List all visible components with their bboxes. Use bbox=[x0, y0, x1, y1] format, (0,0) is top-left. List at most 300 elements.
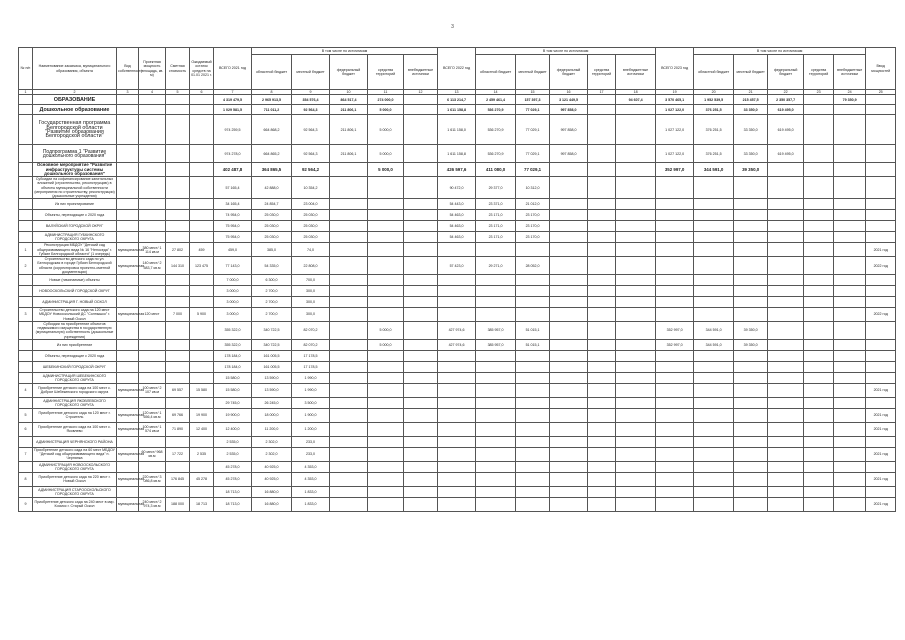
amount-c10 bbox=[330, 461, 368, 472]
amount-c17 bbox=[588, 210, 616, 221]
capacity bbox=[139, 145, 166, 163]
amount-c18 bbox=[616, 461, 656, 472]
capacity bbox=[139, 436, 166, 447]
amount-c18 bbox=[616, 199, 656, 210]
amount-c19 bbox=[656, 447, 694, 461]
amount-c24 bbox=[834, 361, 866, 372]
amount-c24 bbox=[834, 257, 866, 275]
amount-c20 bbox=[694, 361, 734, 372]
capacity bbox=[139, 221, 166, 232]
estimated-cost bbox=[166, 275, 190, 286]
amount-c17 bbox=[588, 105, 616, 115]
amount-c8: 161 005,5 bbox=[252, 361, 292, 372]
amount-c9: 700,0 bbox=[292, 275, 330, 286]
estimated-cost: 17 722 bbox=[166, 447, 190, 461]
estimated-cost: 188 000 bbox=[166, 497, 190, 511]
row-number: 4 bbox=[19, 383, 33, 397]
amount-c7: 34 165,4 bbox=[214, 199, 252, 210]
amount-c22 bbox=[768, 447, 804, 461]
amount-c9: 4 353,0 bbox=[292, 472, 330, 486]
row-number bbox=[19, 350, 33, 361]
amount-c13: 426 597,6 bbox=[438, 163, 476, 177]
amount-c24 bbox=[834, 199, 866, 210]
table-row bbox=[19, 472, 896, 486]
remaining-funds: 459 bbox=[190, 243, 214, 257]
amount-c21 bbox=[734, 372, 768, 383]
header-local-2021: местный бюджет bbox=[292, 55, 330, 90]
amount-c23 bbox=[804, 177, 834, 199]
column-number: 7 bbox=[214, 90, 252, 95]
capacity bbox=[139, 486, 166, 497]
amount-c19 bbox=[656, 199, 694, 210]
amount-c8: 340 722,5 bbox=[252, 339, 292, 350]
estimated-cost bbox=[166, 397, 190, 408]
table-row bbox=[19, 339, 896, 350]
amount-c22 bbox=[768, 275, 804, 286]
header-no: № п/п bbox=[19, 48, 33, 90]
amount-c14: 536 270,9 bbox=[476, 105, 516, 115]
amount-c24 bbox=[834, 308, 866, 322]
remaining-funds bbox=[190, 210, 214, 221]
amount-c16 bbox=[550, 177, 588, 199]
object-name: Приобретение детского сада на 240 мест в мкр. Космос г. Старый Оскол bbox=[33, 497, 117, 511]
commissioning-year bbox=[866, 115, 896, 145]
estimated-cost bbox=[166, 286, 190, 297]
object-name: АДМИНИСТРАЦИЯ ЯКОВЛЕВСКОГО ГОРОДСКОГО ОКРУГА bbox=[33, 397, 117, 408]
amount-c10 bbox=[330, 243, 368, 257]
amount-c10 bbox=[330, 221, 368, 232]
amount-c13: 6 113 214,7 bbox=[438, 95, 476, 105]
table-row bbox=[19, 95, 896, 105]
amount-c17 bbox=[588, 397, 616, 408]
amount-c21: 39 350,0 bbox=[734, 339, 768, 350]
estimated-cost bbox=[166, 372, 190, 383]
amount-c22 bbox=[768, 436, 804, 447]
capacity bbox=[139, 461, 166, 472]
amount-c8: 18 000,0 bbox=[252, 408, 292, 422]
amount-c8: 25 030,0 bbox=[252, 210, 292, 221]
column-number: 4 bbox=[139, 90, 166, 95]
amount-c17 bbox=[588, 422, 616, 436]
amount-c23 bbox=[804, 436, 834, 447]
amount-c23 bbox=[804, 243, 834, 257]
amount-c14: 23 171,0 bbox=[476, 232, 516, 243]
amount-c15: 28 052,0 bbox=[516, 257, 550, 275]
amount-c20 bbox=[694, 243, 734, 257]
ownership-type bbox=[117, 397, 139, 408]
estimated-cost: 176 845 bbox=[166, 472, 190, 486]
amount-c7: 57 165,4 bbox=[214, 177, 252, 199]
row-number bbox=[19, 275, 33, 286]
amount-c13 bbox=[438, 350, 476, 361]
estimated-cost bbox=[166, 232, 190, 243]
header-federal-2023: федеральный бюджет bbox=[768, 55, 804, 90]
amount-c11 bbox=[368, 447, 404, 461]
amount-c16 bbox=[550, 297, 588, 308]
estimated-cost bbox=[166, 436, 190, 447]
amount-c19 bbox=[656, 275, 694, 286]
amount-c12 bbox=[404, 383, 438, 397]
amount-c7: 77 143,0 bbox=[214, 257, 252, 275]
remaining-funds bbox=[190, 221, 214, 232]
commissioning-year bbox=[866, 322, 896, 340]
object-name: НОВООСКОЛЬСКИЙ ГОРОДСКОЙ ОКРУГ bbox=[33, 286, 117, 297]
amount-c9: 25 030,0 bbox=[292, 210, 330, 221]
capacity bbox=[139, 297, 166, 308]
amount-c23 bbox=[804, 308, 834, 322]
amount-c9: 92 564,3 bbox=[292, 115, 330, 145]
amount-c18 bbox=[616, 497, 656, 511]
amount-c23 bbox=[804, 339, 834, 350]
amount-c23 bbox=[804, 210, 834, 221]
column-number: 15 bbox=[516, 90, 550, 95]
amount-c8: 2 700,0 bbox=[252, 308, 292, 322]
amount-c16 bbox=[550, 383, 588, 397]
estimated-cost: 27 802 bbox=[166, 243, 190, 257]
amount-c18 bbox=[616, 308, 656, 322]
header-total-2021: ВСЕГО 2021 год bbox=[214, 48, 252, 90]
table-row bbox=[19, 232, 896, 243]
amount-c15 bbox=[516, 275, 550, 286]
amount-c12 bbox=[404, 361, 438, 372]
amount-c19: 3 570 465,1 bbox=[656, 95, 694, 105]
amount-c11 bbox=[368, 350, 404, 361]
amount-c14: 23 171,0 bbox=[476, 221, 516, 232]
capacity: 120 мест bbox=[139, 308, 166, 322]
estimated-cost bbox=[166, 221, 190, 232]
capacity: 100 мест/ 2 107 кв.м bbox=[139, 383, 166, 397]
amount-c9: 82 070,2 bbox=[292, 322, 330, 340]
amount-c12 bbox=[404, 297, 438, 308]
amount-c13: 427 974,6 bbox=[438, 339, 476, 350]
remaining-funds bbox=[190, 461, 214, 472]
amount-c13: 57 423,0 bbox=[438, 257, 476, 275]
commissioning-year bbox=[866, 232, 896, 243]
amount-c12 bbox=[404, 243, 438, 257]
amount-c14 bbox=[476, 286, 516, 297]
amount-c8: 664 865,2 bbox=[252, 145, 292, 163]
amount-c10 bbox=[330, 257, 368, 275]
amount-c19 bbox=[656, 286, 694, 297]
header-total-2022: ВСЕГО 2022 год bbox=[438, 48, 476, 90]
amount-c10 bbox=[330, 383, 368, 397]
amount-c7: 75 954,0 bbox=[214, 232, 252, 243]
amount-c19 bbox=[656, 372, 694, 383]
estimated-cost bbox=[166, 177, 190, 199]
amount-c9: 82 070,2 bbox=[292, 339, 330, 350]
capacity: 60 мест/ 968 кв.м bbox=[139, 447, 166, 461]
commissioning-year: 2021 год bbox=[866, 243, 896, 257]
amount-c18 bbox=[616, 322, 656, 340]
amount-c10 bbox=[330, 422, 368, 436]
amount-c22 bbox=[768, 199, 804, 210]
commissioning-year: 2021 год bbox=[866, 472, 896, 486]
object-name: Из них приобретение bbox=[33, 339, 117, 350]
amount-c22 bbox=[768, 232, 804, 243]
amount-c23 bbox=[804, 95, 834, 105]
capacity bbox=[139, 372, 166, 383]
amount-c10 bbox=[330, 232, 368, 243]
remaining-funds bbox=[190, 286, 214, 297]
amount-c22 bbox=[768, 322, 804, 340]
capacity bbox=[139, 350, 166, 361]
amount-c24 bbox=[834, 447, 866, 461]
column-number: 14 bbox=[476, 90, 516, 95]
amount-c19 bbox=[656, 472, 694, 486]
amount-c16 bbox=[550, 221, 588, 232]
amount-c11 bbox=[368, 383, 404, 397]
amount-c23 bbox=[804, 105, 834, 115]
amount-c9: 1 200,0 bbox=[292, 422, 330, 436]
amount-c8: 2 302,0 bbox=[252, 447, 292, 461]
amount-c7: 29 745,0 bbox=[214, 397, 252, 408]
amount-c14: 411 080,0 bbox=[476, 163, 516, 177]
amount-c18 bbox=[616, 232, 656, 243]
amount-c15 bbox=[516, 486, 550, 497]
amount-c24 bbox=[834, 397, 866, 408]
amount-c11: 5 000,0 bbox=[368, 115, 404, 145]
estimated-cost: 69 557 bbox=[166, 383, 190, 397]
amount-c22 bbox=[768, 422, 804, 436]
amount-c8: 364 865,5 bbox=[252, 163, 292, 177]
amount-c16 bbox=[550, 497, 588, 511]
amount-c15 bbox=[516, 497, 550, 511]
column-number: 9 bbox=[292, 90, 330, 95]
row-number bbox=[19, 461, 33, 472]
ownership-type bbox=[117, 372, 139, 383]
amount-c11 bbox=[368, 243, 404, 257]
amount-c10 bbox=[330, 339, 368, 350]
amount-c10 bbox=[330, 408, 368, 422]
amount-c23 bbox=[804, 497, 834, 511]
amount-c12 bbox=[404, 350, 438, 361]
amount-c14 bbox=[476, 397, 516, 408]
amount-c12 bbox=[404, 199, 438, 210]
commissioning-year bbox=[866, 95, 896, 105]
amount-c13: 90 472,0 bbox=[438, 177, 476, 199]
amount-c7: 355 322,0 bbox=[214, 322, 252, 340]
amount-c20 bbox=[694, 257, 734, 275]
estimated-cost bbox=[166, 145, 190, 163]
object-name: Реконструкция МБДОУ "Детский сад общеразвивающего вида № 16 "Непоседа" г. Губкин Белгородской области" (1 очередь) bbox=[33, 243, 117, 257]
object-name: Строительство детского сада на 120 мест МБДОУ Новооскольский ДС "Солнышко" г. Новый Оскол bbox=[33, 308, 117, 322]
amount-c14 bbox=[476, 361, 516, 372]
amount-c20 bbox=[694, 210, 734, 221]
amount-c24 bbox=[834, 163, 866, 177]
amount-c9: 17 178,5 bbox=[292, 361, 330, 372]
amount-c9: 354 576,4 bbox=[292, 95, 330, 105]
object-name: АДМИНИСТРАЦИЯ ЧЕРНЯНСКОГО РАЙОНА bbox=[33, 436, 117, 447]
amount-c17 bbox=[588, 322, 616, 340]
row-number: 8 bbox=[19, 472, 33, 486]
amount-c9: 1 990,0 bbox=[292, 372, 330, 383]
amount-c24 bbox=[834, 322, 866, 340]
amount-c17 bbox=[588, 436, 616, 447]
amount-c24 bbox=[834, 422, 866, 436]
amount-c17 bbox=[588, 486, 616, 497]
amount-c12 bbox=[404, 308, 438, 322]
amount-c13: 54 463,0 bbox=[438, 221, 476, 232]
amount-c15: 51 015,1 bbox=[516, 322, 550, 340]
amount-c12 bbox=[404, 397, 438, 408]
amount-c12 bbox=[404, 95, 438, 105]
amount-c20 bbox=[694, 232, 734, 243]
amount-c16 bbox=[550, 486, 588, 497]
amount-c7: 19 900,0 bbox=[214, 408, 252, 422]
capacity bbox=[139, 286, 166, 297]
amount-c9: 4 353,0 bbox=[292, 461, 330, 472]
amount-c21 bbox=[734, 497, 768, 511]
table-row bbox=[19, 383, 896, 397]
remaining-funds: 18 713 bbox=[190, 497, 214, 511]
capacity bbox=[139, 199, 166, 210]
amount-c9: 74,0 bbox=[292, 243, 330, 257]
table-row bbox=[19, 243, 896, 257]
remaining-funds bbox=[190, 486, 214, 497]
amount-c9: 233,0 bbox=[292, 447, 330, 461]
amount-c22: 619 495,0 bbox=[768, 105, 804, 115]
amount-c12 bbox=[404, 105, 438, 115]
amount-c14: 23 171,0 bbox=[476, 210, 516, 221]
column-number: 25 bbox=[866, 90, 896, 95]
header-regional-2021: областной бюджет bbox=[252, 55, 292, 90]
commissioning-year bbox=[866, 177, 896, 199]
amount-c23 bbox=[804, 447, 834, 461]
remaining-funds bbox=[190, 232, 214, 243]
row-number bbox=[19, 177, 33, 199]
remaining-funds bbox=[190, 372, 214, 383]
column-number: 16 bbox=[550, 90, 588, 95]
amount-c19 bbox=[656, 461, 694, 472]
amount-c16 bbox=[550, 232, 588, 243]
amount-c11 bbox=[368, 408, 404, 422]
amount-c22 bbox=[768, 308, 804, 322]
amount-c13 bbox=[438, 486, 476, 497]
amount-c22 bbox=[768, 221, 804, 232]
amount-c13 bbox=[438, 286, 476, 297]
column-number: 12 bbox=[404, 90, 438, 95]
amount-c18 bbox=[616, 163, 656, 177]
header-cost: Сметная стоимость bbox=[166, 48, 190, 90]
amount-c11 bbox=[368, 422, 404, 436]
column-number: 6 bbox=[190, 90, 214, 95]
amount-c16 bbox=[550, 436, 588, 447]
amount-c22 bbox=[768, 486, 804, 497]
estimated-cost bbox=[166, 461, 190, 472]
amount-c14 bbox=[476, 461, 516, 472]
header-local-2023: местный бюджет bbox=[734, 55, 768, 90]
column-number: 17 bbox=[588, 90, 616, 95]
amount-c11 bbox=[368, 486, 404, 497]
capacity bbox=[139, 397, 166, 408]
remaining-funds bbox=[190, 397, 214, 408]
object-name: Приобретение детского сада на 220 мест г. Новый Оскол bbox=[33, 472, 117, 486]
amount-c20 bbox=[694, 408, 734, 422]
header-regional-2022: областной бюджет bbox=[476, 55, 516, 90]
amount-c11 bbox=[368, 436, 404, 447]
object-name: Приобретение детского сада на 100 мест с. Яковлево bbox=[33, 422, 117, 436]
amount-c19: 352 997,0 bbox=[656, 339, 694, 350]
row-number bbox=[19, 322, 33, 340]
amount-c22 bbox=[768, 383, 804, 397]
amount-c20 bbox=[694, 221, 734, 232]
ownership-type bbox=[117, 350, 139, 361]
amount-c13 bbox=[438, 308, 476, 322]
remaining-funds bbox=[190, 105, 214, 115]
object-name: Из них проектирование bbox=[33, 199, 117, 210]
amount-c23 bbox=[804, 461, 834, 472]
object-name: Новые (начинаемые) объекты bbox=[33, 275, 117, 286]
amount-c12 bbox=[404, 447, 438, 461]
amount-c16 bbox=[550, 210, 588, 221]
row-number bbox=[19, 436, 33, 447]
amount-c15 bbox=[516, 361, 550, 372]
amount-c18 bbox=[616, 297, 656, 308]
amount-c21 bbox=[734, 486, 768, 497]
investment-table bbox=[18, 47, 896, 512]
amount-c15 bbox=[516, 408, 550, 422]
amount-c13 bbox=[438, 461, 476, 472]
amount-c21 bbox=[734, 383, 768, 397]
amount-c15: 23 170,0 bbox=[516, 232, 550, 243]
remaining-funds bbox=[190, 95, 214, 105]
amount-c10 bbox=[330, 372, 368, 383]
amount-c20: 1 952 539,5 bbox=[694, 95, 734, 105]
capacity bbox=[139, 115, 166, 145]
amount-c24 bbox=[834, 145, 866, 163]
amount-c23 bbox=[804, 145, 834, 163]
amount-c18 bbox=[616, 145, 656, 163]
table-row bbox=[19, 422, 896, 436]
object-name: ВАЛУЙСКИЙ ГОРОДСКОЙ ОКРУГ bbox=[33, 221, 117, 232]
amount-c11 bbox=[368, 361, 404, 372]
amount-c17 bbox=[588, 243, 616, 257]
capacity: 100 мест/ 1 574 кв.м bbox=[139, 422, 166, 436]
amount-c16 bbox=[550, 397, 588, 408]
amount-c18 bbox=[616, 115, 656, 145]
object-name: Приобретение детского сада на 100 мест с. Доброе Шебекинского городского округа bbox=[33, 383, 117, 397]
amount-c13 bbox=[438, 243, 476, 257]
amount-c23 bbox=[804, 163, 834, 177]
capacity bbox=[139, 105, 166, 115]
amount-c24 bbox=[834, 297, 866, 308]
commissioning-year bbox=[866, 297, 896, 308]
header-extra-2022: внебюджетные источники bbox=[616, 55, 656, 90]
estimated-cost bbox=[166, 486, 190, 497]
commissioning-year: 2022 год bbox=[866, 308, 896, 322]
amount-c13 bbox=[438, 447, 476, 461]
ownership-type bbox=[117, 232, 139, 243]
amount-c13 bbox=[438, 383, 476, 397]
commissioning-year bbox=[866, 221, 896, 232]
amount-c22: 2 350 357,7 bbox=[768, 95, 804, 105]
ownership-type: муниципальная bbox=[117, 497, 139, 511]
amount-c18 bbox=[616, 105, 656, 115]
amount-c15: 77 029,1 bbox=[516, 105, 550, 115]
amount-c20 bbox=[694, 397, 734, 408]
commissioning-year bbox=[866, 436, 896, 447]
amount-c17 bbox=[588, 372, 616, 383]
amount-c21 bbox=[734, 361, 768, 372]
amount-c12 bbox=[404, 115, 438, 145]
amount-c8: 11 200,0 bbox=[252, 422, 292, 436]
commissioning-year bbox=[866, 350, 896, 361]
ownership-type bbox=[117, 199, 139, 210]
amount-c18 bbox=[616, 339, 656, 350]
row-number: 6 bbox=[19, 422, 33, 436]
amount-c18 bbox=[616, 350, 656, 361]
amount-c21 bbox=[734, 408, 768, 422]
